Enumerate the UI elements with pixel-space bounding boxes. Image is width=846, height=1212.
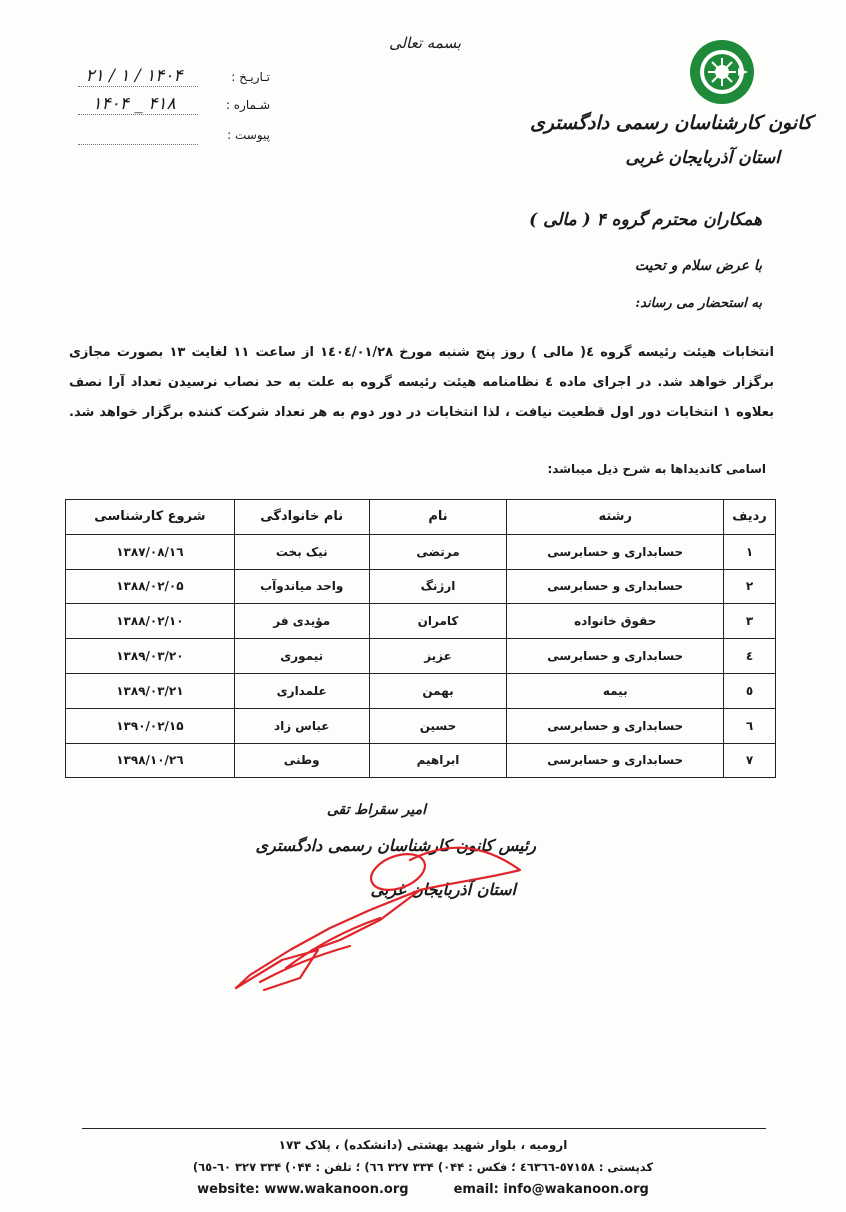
- footer-contact-numbers: کدپستی : ٥۷۱٥۸-٤٦۳٦٦ ؛ فکس : ۰۴۴) ۳۳۴ ۳۲۷ ٦٦) ؛ تلفن : ۰۴۴) ۳۳۴ ۳۲۷ ٦۰-٦٥): [192, 1160, 654, 1174]
- header-last-name: نام خانوادگی: [234, 500, 369, 535]
- cell-field: حسابداری و حسابرسی: [507, 743, 724, 778]
- number-field: [70, 94, 270, 122]
- attachment-label: پیوست :: [227, 128, 270, 142]
- email-link[interactable]: info@wakanoon.org: [503, 1182, 649, 1197]
- signatory-province: استان آذربایجان غربی: [370, 880, 516, 899]
- cell-start-date: ۱۳۹۸/۱۰/۲٦: [66, 743, 235, 778]
- cell-row-number: ۱: [724, 534, 776, 569]
- cell-last-name: عباس زاد: [234, 708, 369, 743]
- cell-start-date: ۱۳۸۹/۰۳/۲۱: [66, 673, 235, 708]
- cell-row-number: ٦: [724, 708, 776, 743]
- cell-start-date: ۱۳۸۸/۰۲/۱۰: [66, 604, 235, 639]
- signatory-name: امیر سقراط تقی: [326, 802, 426, 818]
- date-field: [70, 66, 270, 94]
- cell-row-number: ۲: [724, 569, 776, 604]
- greeting-salutation: با عرض سلام و تحیت: [634, 258, 762, 274]
- cell-start-date: ۱۳۸۹/۰۳/۲۰: [66, 639, 235, 674]
- website-label: website:: [197, 1182, 260, 1197]
- cell-first-name: حسین: [369, 708, 507, 743]
- header-row-number: ردیف: [724, 500, 776, 535]
- header-start-date: شروع کارشناسی: [66, 500, 235, 535]
- date-value: ۱۴۰۴ / ۱ / ۲۱: [85, 66, 183, 86]
- organization-name: کانون کارشناسان رسمی دادگستری: [529, 112, 812, 134]
- cell-field: حسابداری و حسابرسی: [507, 708, 724, 743]
- header-first-name: نام: [369, 500, 507, 535]
- cell-first-name: بهمن: [369, 673, 507, 708]
- number-label: شـماره :: [225, 98, 270, 112]
- cell-last-name: واحد میاندوآب: [234, 569, 369, 604]
- footer-web: [0, 1182, 846, 1197]
- body-line: بعلاوه ۱ انتخابات دور اول قطعیت نیافت ، لذا انتخابات در دور دوم به هر تعداد شرکت کننده برگزار خواهد شد.: [69, 405, 774, 420]
- website-link[interactable]: www.wakanoon.org: [264, 1182, 409, 1197]
- cell-first-name: ارژنگ: [369, 569, 507, 604]
- footer-divider: [82, 1128, 766, 1129]
- table-header-row: [66, 500, 776, 535]
- body-line: برگزار خواهد شد. در اجرای ماده ٤ نظامنامه هیئت رئیسه گروه به علت به حد نصاب نرسیدن تعداد آرا نصف: [69, 375, 774, 390]
- signatory-title: رئیس کانون کارشناسان رسمی دادگستری: [255, 836, 536, 855]
- cell-first-name: عزیز: [369, 639, 507, 674]
- attachment-field: [70, 128, 270, 152]
- table-row: [66, 708, 776, 743]
- email-label: email:: [453, 1182, 499, 1197]
- greeting-addressee: همکاران محترم گروه ۴ ( مالی ): [529, 210, 762, 230]
- cell-last-name: مؤیدی فر: [234, 604, 369, 639]
- bismillah-heading: بسمه تعالی: [388, 34, 462, 52]
- cell-start-date: ۱۳۸۸/۰۲/۰۵: [66, 569, 235, 604]
- cell-field: بیمه: [507, 673, 724, 708]
- table-row: [66, 534, 776, 569]
- cell-first-name: مرتضی: [369, 534, 507, 569]
- handwritten-signature: [220, 800, 600, 1000]
- candidates-list-title: اسامی کاندیداها به شرح ذیل میباشد:: [547, 462, 766, 476]
- table-row: [66, 604, 776, 639]
- cell-start-date: ۱۳۹۰/۰۲/۱۵: [66, 708, 235, 743]
- cell-row-number: ٤: [724, 639, 776, 674]
- cell-row-number: ٥: [724, 673, 776, 708]
- cell-field: حسابداری و حسابرسی: [507, 569, 724, 604]
- cell-last-name: علمداری: [234, 673, 369, 708]
- cell-first-name: ابراهیم: [369, 743, 507, 778]
- organization-province: استان آذربایجان غربی: [625, 148, 780, 168]
- header-field: رشته: [507, 500, 724, 535]
- cell-last-name: نیک بخت: [234, 534, 369, 569]
- table-row: [66, 673, 776, 708]
- body-paragraph: [69, 338, 774, 428]
- cell-start-date: ۱۳۸۷/۰۸/۱٦: [66, 534, 235, 569]
- body-line: انتخابات هیئت رئیسه گروه ٤( مالی ) روز پنج شنبه مورخ ۱٤۰٤/۰۱/۲۸ از ساعت ۱۱ لغایت ۱۳ بصورت مجازی: [69, 345, 775, 360]
- cell-field: حقوق خانواده: [507, 604, 724, 639]
- cell-row-number: ۳: [724, 604, 776, 639]
- date-label: تـاریـخ :: [231, 70, 270, 84]
- cell-last-name: وطنی: [234, 743, 369, 778]
- cell-row-number: ۷: [724, 743, 776, 778]
- cell-first-name: کامران: [369, 604, 507, 639]
- cell-last-name: تیموری: [234, 639, 369, 674]
- number-value: ۴۱۸ _ ۱۴۰۴: [92, 94, 176, 114]
- greeting-intro: به استحضار می رساند:: [635, 296, 762, 311]
- candidates-table: [65, 499, 776, 778]
- table-row: [66, 569, 776, 604]
- cell-field: حسابداری و حسابرسی: [507, 639, 724, 674]
- table-row: [66, 639, 776, 674]
- cell-field: حسابداری و حسابرسی: [507, 534, 724, 569]
- table-row: [66, 743, 776, 778]
- footer-address: ارومیه ، بلوار شهید بهشتی (دانشکده) ، پلاک ۱۷۳: [278, 1138, 568, 1152]
- organization-logo: [688, 38, 756, 106]
